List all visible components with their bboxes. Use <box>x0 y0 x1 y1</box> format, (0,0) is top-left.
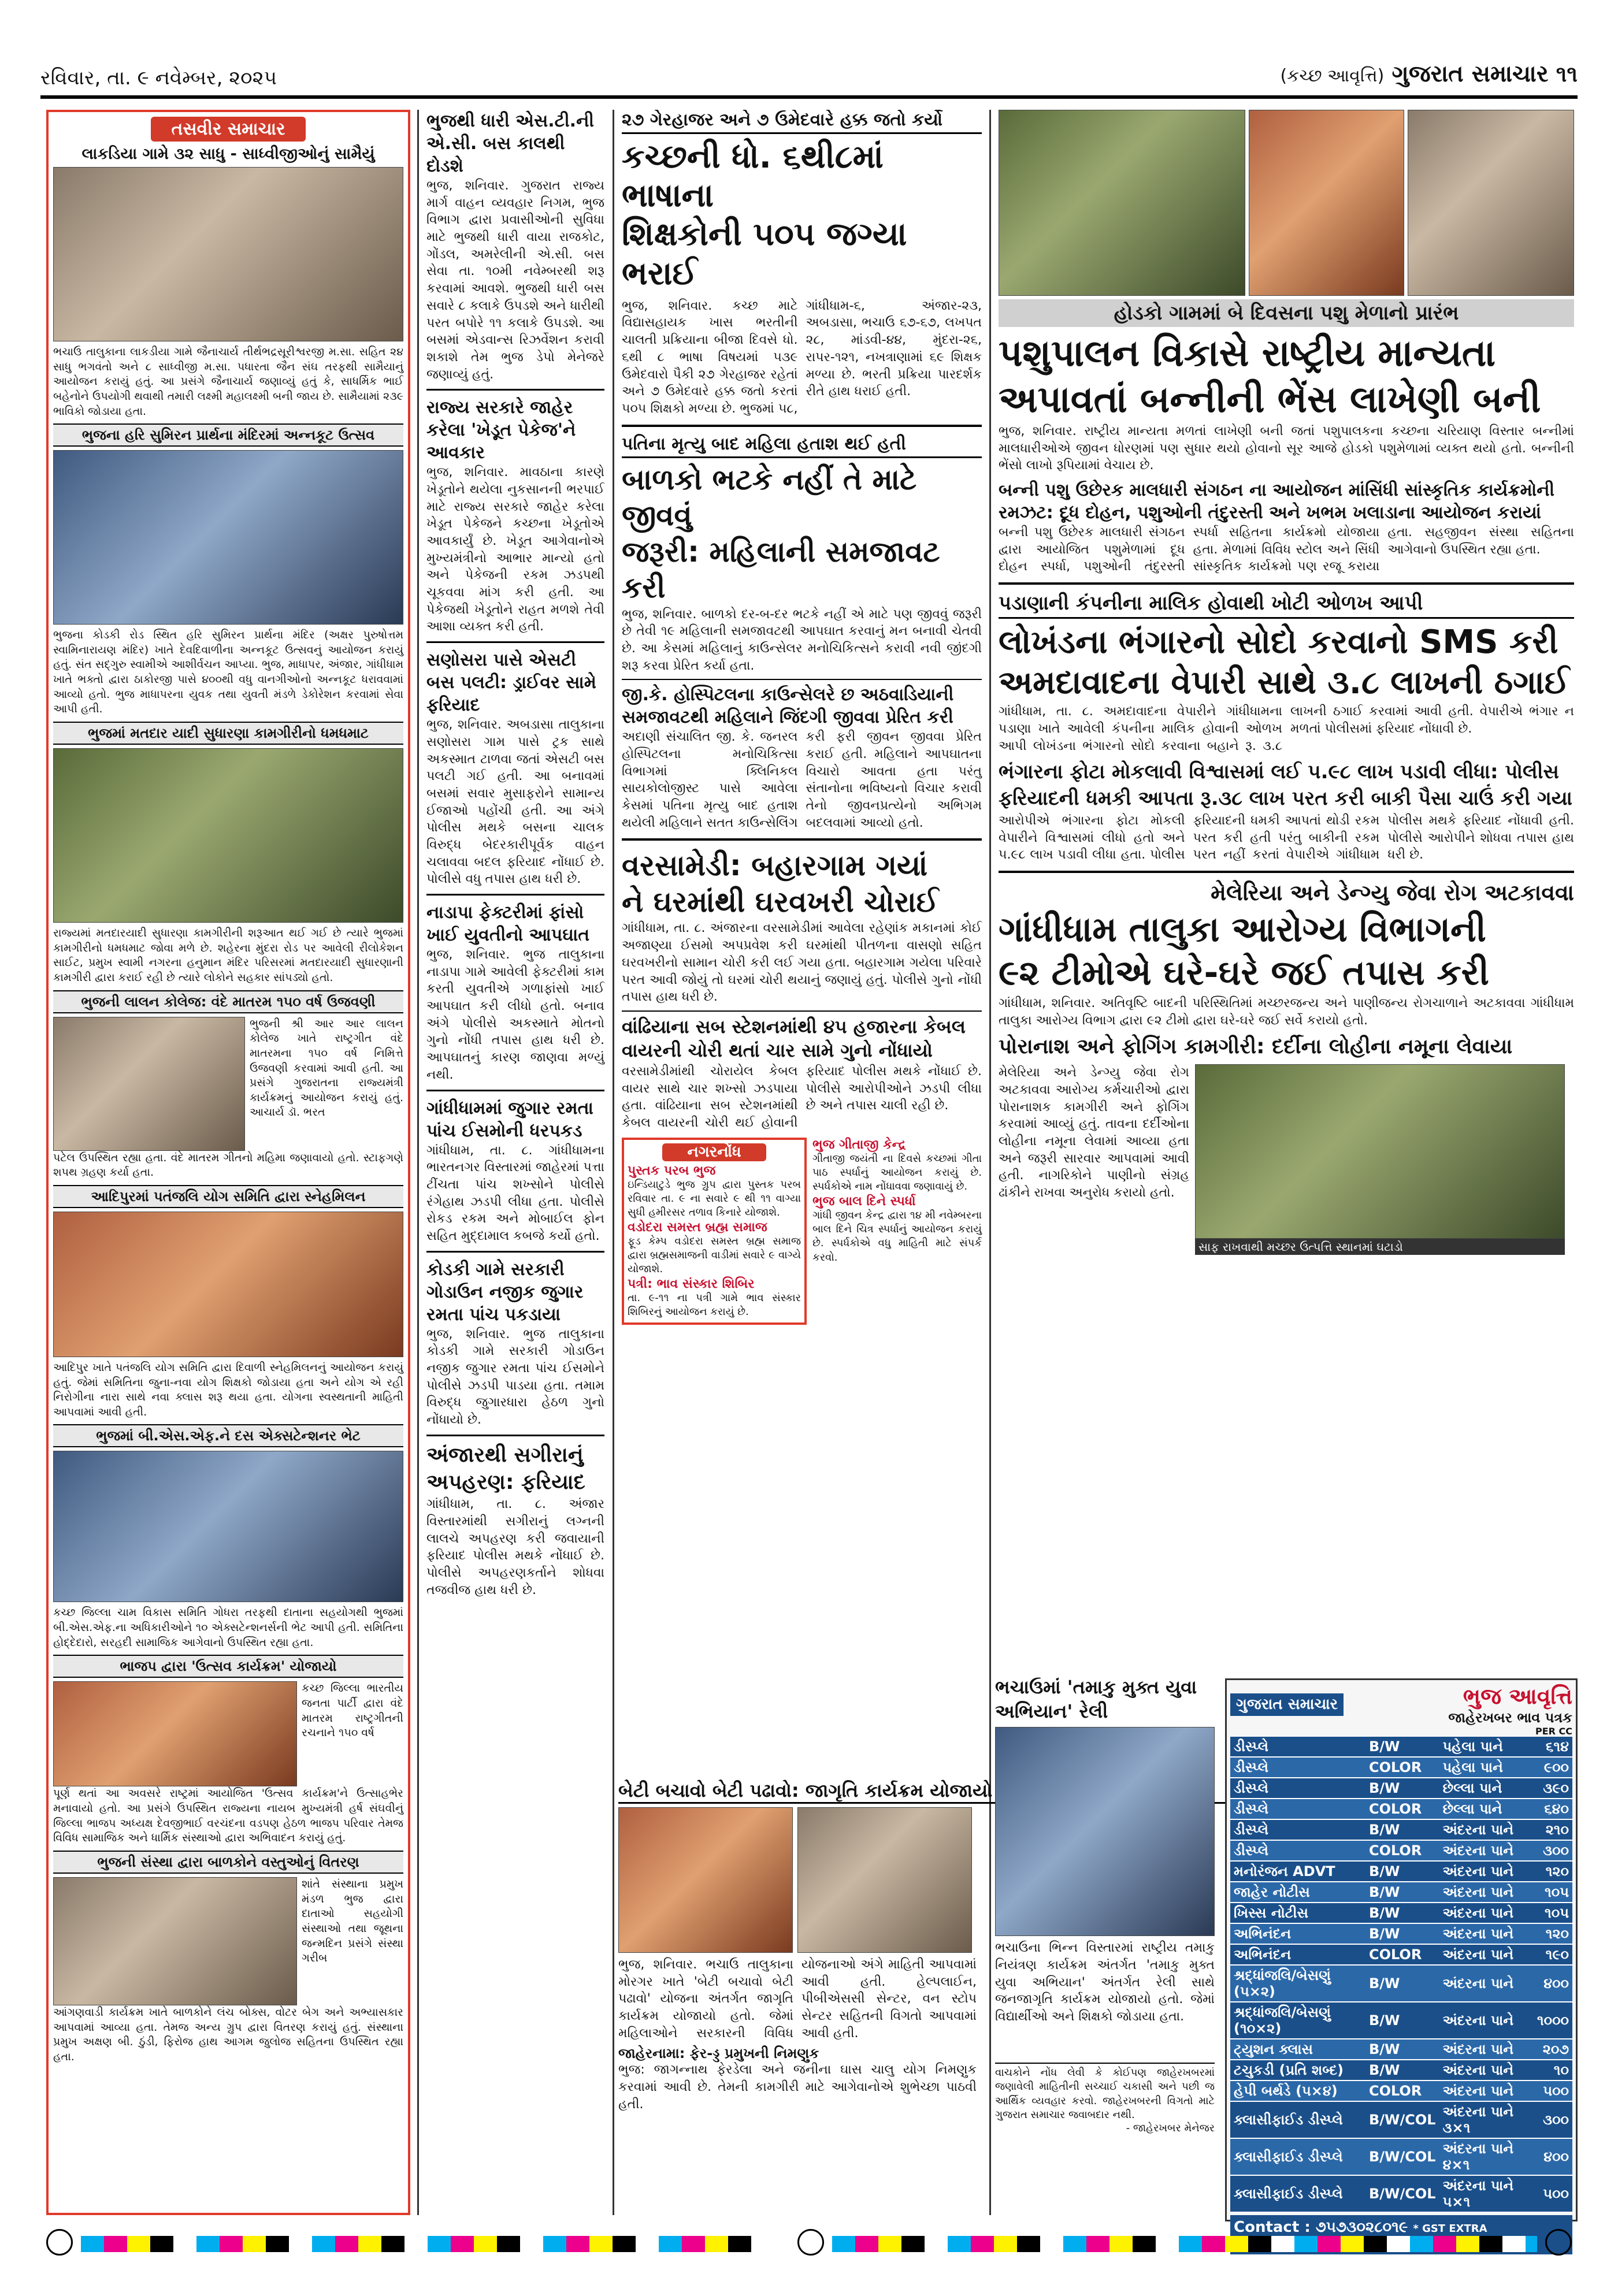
briefs-column <box>423 110 608 2215</box>
caption: ભુજની શ્રી આર આર લાલન કોલેજ ખાતે રાષ્ટ્રગીત વંદે માતરમના ૧૫૦ વર્ષ નિમિત્તે ઉજવણી કરવામાં આવી હતી. આ પ્રસંગે ગુજરાતના રાજ્યમંત્રી કાર્યક્રમનું આયોજન કરાયું હતું. આચાર્ય ડૉ. ભરત <box>250 1017 403 1119</box>
rate-category: ક્લાસીફાઈડ ડીસ્પ્લે <box>1230 2138 1365 2175</box>
rate-category: ક્લાસીફાઈડ ડીસ્પ્લે <box>1230 2101 1365 2138</box>
rate-category: હેપી બર્થડે (૫×૪) <box>1230 2080 1365 2101</box>
photo <box>53 1681 297 1786</box>
photo <box>797 1807 972 1953</box>
article-body: ભુજ, શનિવાર. કચ્છ માટે વિદ્યાસહાયક ખાસ ભરતીની ચાલતી પ્રક્રિયાના બીજા દિવસે ધો. ૬થી ૮ ભાષા વિષયમાં ૫૩૯ ઉમેદવારો પૈકી ૨૭ ગેરહાજર રહેતાં અને ૭ ઉમેદવારે હક્ક જતો કરતાં ૫૦૫ શિક્ષકો મળ્યા છે. ભુજમાં ૫૮, ગાંધીધામ-૬, અંજાર-૨૩, અબડાસા, ભચાઉ ૬૭-૬૭, લખપત ૨૮, માંડવી-૪૪, મુંદરા-૨૬, રાપર-૧૨૧, નખત્રાણામાં ૬૯ શિક્ષક મળ્યા છે. ભરતી પ્રક્રિયા પારદર્શક રીતે હાથ ધરાઈ હતી. <box>622 298 982 416</box>
rate-position: પહેલા પાને <box>1439 1757 1534 1778</box>
rate-position: છેલ્લા પાને <box>1439 1778 1534 1799</box>
rate-position: અંદરના પાને <box>1439 1923 1534 1944</box>
rate-category: ડીસ્પ્લે <box>1230 1778 1365 1799</box>
caption: કચ્છ જિલ્લા ચામ વિકાસ સમિતિ ગોધરા તરફથી દાતાના સહયોગથી ભુજમાં બી.એસ.એફ.ના અધિકારીઓને ૧૦ એક્સટેન્શનર્સની ભેટ આપી હતી. સમિતિના હોદ્દેદારો, સરહદી સામાજિક આગેવાનો ઉપસ્થિત રહ્યા હતા. <box>53 1606 403 1649</box>
caption: ભચાઉ તાલુકાના લાકડીયા ગામે જૈનાચાર્ય તીર્થભદ્રસૂરીશ્વરજી મ.સા. સહિત ૨૪ સાધુ ભગવંતો અને ૮ સાધ્વીજી મ.સા. પધારતા જૈન સંઘ તરફથી સામૈયાનું આયોજન કરાયું હતું. આ પ્રસંગે જૈનાચાર્ય જણાવ્યું હતું કે, સાધર્મિક ભાઈ બહેનોને ઉપયોગી થવાથી તમારી લક્ષ્મી મહાલક્ષ્મી બની જાય છે. સામૈયામાં ૨૩૯ ભાવિકો જોડાયા હતા. <box>53 345 403 418</box>
article-body: ભુજ, શનિવાર. ગુજરાત રાજ્ય માર્ગ વાહન વ્યવહાર નિગમ, ભુજ વિભાગ દ્વારા પ્રવાસીઓની સુવિધા માટે ભુજથી ધારી વાયા રાજકોટ, ગોંડલ, અમરેલીની એ.સી. બસ સેવા તા. ૧૦મી નવેમ્બરથી શરૂ કરવામાં આવશે. ભુજથી ધારી બસ સવારે ૮ કલાકે ઉપડશે અને ધારીથી પરત બપોરે ૧૧ કલાકે ઉપડશે. આ બસમાં એડવાન્સ રિઝર્વેશન કરાવી શકાશે તેમ ભુજ ડેપો મેનેજરે જણાવ્યું હતું. <box>426 179 604 382</box>
rate-position: અંદરના પાને ૩×૧ <box>1439 2101 1534 2138</box>
caption: સાફ રાખવાથી મચ્છર ઉત્પત્તિ સ્થાનમાં ઘટાડો <box>1195 1239 1565 1255</box>
rate-position: અંદરના પાને <box>1439 1944 1534 1965</box>
rate-color: COLOR <box>1365 2080 1439 2101</box>
headline: અંજારથી સગીરાનું અપહરણ: ફરિયાદ <box>426 1443 585 1494</box>
rate-price: ૬૪૦ <box>1534 1799 1572 1819</box>
contact-label: Contact : <box>1234 2219 1311 2236</box>
rate-color: B/W <box>1365 1882 1439 1903</box>
rate-price: ૩૦૦ <box>1534 1840 1572 1861</box>
rate-category: ટચુકડી (પ્રતિ શબ્દ) <box>1230 2060 1365 2080</box>
rate-row <box>1230 2039 1572 2060</box>
rate-price: ૨૦૭ <box>1534 2039 1572 2060</box>
rate-card-paper: ગુજરાત સમાચાર <box>1230 1693 1344 1716</box>
rate-category: ડીસ્પ્લે <box>1230 1737 1365 1757</box>
headline: શિક્ષકોની ૫૦૫ જગ્યા ભરાઈ <box>622 216 907 292</box>
caption: પટેલ ઉપસ્થિત રહ્યા હતા. વંદે માતરમ ગીતનો મહિમા જણાવાયો હતો. સ્ટાફગણે શપથ ગ્રહણ કર્યા હતા. <box>53 1151 403 1179</box>
photo <box>53 1017 245 1151</box>
headline: જી.કે. હોસ્પિટલના કાઉન્સેલરે છ અઠવાડિયાની સમજાવટથી મહિલાને જિંદગી જીવવા પ્રેરિત કરી <box>622 679 982 729</box>
rate-color: B/W <box>1365 1923 1439 1944</box>
rate-price: ૯૦૦ <box>1534 1757 1572 1778</box>
rate-position: અંદરના પાને <box>1439 1819 1534 1840</box>
header-edition: (કચ્છ આવૃત્તિ) <box>1280 66 1385 86</box>
rate-position: પહેલા પાને <box>1439 1737 1534 1757</box>
rate-row <box>1230 1819 1572 1840</box>
rate-category: ખિસ્સ નોટીસ <box>1230 1903 1365 1923</box>
headline: આદિપુરમાં પતંજલિ યોગ સમિતિ દ્વારા સ્નેહમિલન <box>53 1185 403 1208</box>
article-body: આરોપીએ ભંગારના ફોટા મોકલી વેપારીને વિશ્વાસમાં લીધો હતો અને ૫.૯૮ લાખ પડાવી લીધા હતા. પોલીસ ફરિયાદની ધમકી આપતાં થોડી રકમ પરત કરી હતી પરંતુ બાકીની રકમ પરત નહીં કરતાં વેપારીએ ગાંધીધામ પોલીસ મથકે ફરિયાદ નોંધાવી હતી. પોલીસે આરોપીને શોધવા તપાસ હાથ ધરી છે. <box>999 813 1574 863</box>
article-body: ભુજ: જાગન્નાથ ફેરડેલા અને જનીના ઘાસ ચાલુ યોગ નિમણુક કરવામાં આવી છે. તેમની કામગીરી માટે આગેવાનોએ શુભેચ્છા પાઠવી હતી. <box>618 2063 977 2112</box>
article-body: ભુજ, શનિવાર. રાષ્ટ્રીય માન્યતા મળતાં લાખેણી બની જતાં પશુપાલકના કચ્છના ચરિયાણ વિસ્તાર બન્નીમાં માલધારીઓએ જીવન ધોરણમાં પણ સુધાર થયો હોવાનો સૂર આજે હોડકો પશુમેળામાં વ્યક્ત થયો હતો. બન્નીની ભેંસો લાખો રૂપિયામાં વેચાય છે. <box>999 424 1574 473</box>
rate-color: B/W <box>1365 2002 1439 2039</box>
rate-color: COLOR <box>1365 1840 1439 1861</box>
photo <box>1408 110 1574 296</box>
headline: ભંગારના ફોટા મોકલાવી વિશ્વાસમાં લઈ ૫.૯૮ લાખ પડાવી લીધા: પોલીસ ફરિયાદની ધમકી આપતા રૂ.૩૮ લાખ પરત કરી બાકી પૈસા ચાઉં કરી ગયા <box>999 760 1572 811</box>
rate-color: B/W <box>1365 1737 1439 1757</box>
ad-rate-card <box>1225 1678 1578 2236</box>
rate-price: ૧૦૫ <box>1534 1903 1572 1923</box>
header-masthead <box>1280 61 1578 87</box>
notice-body: ફૂડ કેમ્પ વડોદરા સમસ્ત બ્રહ્મ સમાજ દ્વારા બ્રહ્મસમાજની વાડીમાં સવારે ૯ વાગ્યે યોજાશે. <box>628 1235 801 1276</box>
article-body: ગાંધીધામ, શનિવાર. અતિવૃષ્ટિ બાદની પરિસ્થિતિમાં મચ્છરજન્ય અને પાણીજન્ય રોગચાળાને અટકાવવા ગાંધીધામ તાલુકા આરોગ્ય વિભાગ દ્વારા ૯૨ ટીમો દ્વારા ઘરે-ઘરે જઈ સર્વે કરાયો હતો. <box>999 996 1574 1028</box>
rate-position: અંદરના પાને <box>1439 2039 1534 2060</box>
headline: વરસામેડી: બહારગામ ગયાં <box>622 849 928 883</box>
color-bar <box>832 2236 1537 2252</box>
rate-row <box>1230 2080 1572 2101</box>
notice-title: પુસ્તક પરબ ભુજ <box>628 1163 716 1178</box>
headline: લાકડિયા ગામે ૩૨ સાધુ - સાધ્વીજીઓનું સામૈયું <box>81 145 375 163</box>
headline: કચ્છની ધો. ૬થી૮માં ભાષાના <box>622 138 884 215</box>
contact-phone: ૭૫૭૩૦૨૮૦૧૯ <box>1315 2219 1408 2236</box>
rate-color: COLOR <box>1365 1799 1439 1819</box>
rate-category: અભિનંદન <box>1230 1923 1365 1944</box>
rate-price: ૩૦૦ <box>1534 2101 1572 2138</box>
headline: ૯૨ ટીમોએ ઘરે-ઘરે જઈ તપાસ કરી <box>999 953 1489 994</box>
headline: વાંઢિયાના સબ સ્ટેશનમાંથી ૪૫ હજારના કેબલ વાયરની ચોરી થતાં ચાર સામે ગુનો નોંધાયો <box>622 1010 982 1063</box>
notice-body: ઇન્ડિયાટુડે ભુજ ગ્રુપ દ્વારા પુસ્તક પરબ રવિવાર તા. ૯ ના સવારે ૯ થી ૧૧ વાગ્યા સુધી હમીરસર તળાવ કિનારે યોજાશે. <box>628 1178 801 1219</box>
headline: ભુજની સંસ્થા દ્વારા બાળકોને વસ્તુઓનું વિતરણ <box>53 1851 403 1874</box>
header-paper: ગુજરાત સમાચાર <box>1391 61 1549 87</box>
rate-row <box>1230 1757 1572 1778</box>
rate-color: B/W <box>1365 1819 1439 1840</box>
rate-category: શ્રદ્ધાંજલિ/બેસણું (૫×૨) <box>1230 1965 1365 2002</box>
photo-news-column <box>46 110 410 2215</box>
headline: બેટી બચાવો બેટી પઢાવો: જાગૃતિ કાર્યક્રમ યોજાયો <box>618 1779 1306 1804</box>
rate-position: અંદરના પાને <box>1439 2060 1534 2080</box>
kicker: પડાણાની કંપનીના માલિક હોવાથી ખોટી ઓળખ આપી <box>999 592 1574 619</box>
article-body: ગાંધીધામ, તા. ૮. અમદાવાદના વેપારીને ગાંધીધામના પડાણા ખાતે આવેલી કંપનીના માલિક હોવાની ઓળખ આપી લોખંડના ભંગારનો સોદો કરવાના બહાને રૂ. ૩.૮ લાખની ઠગાઈ કરવામાં આવી હતી. વેપારીએ ભંગાર ન મળતાં પોલીસમાં ફરિયાદ નોંધાવી છે. <box>999 704 1574 753</box>
rate-category: ડીસ્પ્લે <box>1230 1840 1365 1861</box>
rate-color: B/W/COL <box>1365 2175 1439 2212</box>
article-body: ભુજ, શનિવાર. ભુજ તાલુકાના નાડાપા ગામે આવેલી ફેક્ટરીમાં કામ કરતી યુવતીએ ગળાફાંસો ખાઈ આપઘાત કરી લીધો હતો. બનાવ અંગે પોલીસે અકસ્માતે મોતનો ગુનો નોંધી તપાસ હાથ ધરી છે. આપઘાતનું કારણ જાણવા મળ્યું નથી. <box>426 948 604 1082</box>
rate-price: ૨૧૦ <box>1534 1819 1572 1840</box>
headline: ગાંધીધામ તાલુકા આરોગ્ય વિભાગની <box>999 909 1486 950</box>
headline: અમદાવાદના વેપારી સાથે ૩.૮ લાખની ઠગાઈ <box>999 664 1570 702</box>
rate-position: અંદરના પાને <box>1439 1840 1534 1861</box>
header-date: રવિવાર, તા. ૯ નવેમ્બર, ૨૦૨૫ <box>40 66 277 90</box>
rate-row <box>1230 2138 1572 2175</box>
rate-color: B/W <box>1365 2039 1439 2060</box>
rate-price: ૧૦૫ <box>1534 1882 1572 1903</box>
rate-price: ૧૦ <box>1534 2060 1572 2080</box>
registration-mark <box>46 2229 73 2256</box>
rate-color: B/W/COL <box>1365 2101 1439 2138</box>
photo <box>999 110 1245 296</box>
rate-row <box>1230 1799 1572 1819</box>
rate-position: અંદરના પાને <box>1439 1903 1534 1923</box>
rate-price: ૫૦૦ <box>1534 2175 1572 2212</box>
rate-row <box>1230 2175 1572 2212</box>
rate-position: છેલ્લા પાને <box>1439 1799 1534 1819</box>
headline: પોરાનાશ અને ફોગિંગ કામગીરી: દર્દીના લોહીના નમૂના લેવાયા <box>999 1035 1513 1059</box>
section-tag: તસવીર સમાચાર <box>151 117 306 142</box>
rate-price: ૪૦૦ <box>1534 1965 1572 2002</box>
headline: ભુજમાં મતદાર યાદી સુધારણા કામગીરીનો ધમધમાટ <box>53 722 403 745</box>
notice-title: પત્રી: ભાવ સંસ્કાર શિબિર <box>628 1276 755 1291</box>
notice-text: વાચકોને નોંધ લેવી કે કોઈપણ જાહેરખબરમાં જણાવેલી માહિતીની સચ્ચાઈ ચકાસી અને પછી જ આર્થિક વ્યવહાર કરવો. જાહેરખબરની વિગતો માટે ગુજરાત સમાચાર જવાબદાર નથી. <box>995 2063 1215 2122</box>
gst-note: * GST EXTRA <box>1413 2223 1487 2235</box>
article-body: ભુજ, શનિવાર. માવઠાના કારણે ખેડૂતોને થયેલા નુકસાનની ભરપાઈ માટે રાજ્ય સરકારે જાહેર કરેલા ખેડૂત પેકેજને કચ્છના ખેડૂતોએ આવકાર્યું છે. ખેડૂત આગેવાનોએ મુખ્યમંત્રીનો આભાર માન્યો હતો અને પેકેજની રકમ ઝડપથી ચૂકવવા માંગ કરી હતી. આ પેકેજથી ખેડૂતોને રાહત મળશે તેવી આશા વ્યક્ત કરી હતી. <box>426 465 604 634</box>
headline: બાળકો ભટકે નહીં તે માટે જીવવું <box>622 462 917 533</box>
rate-position: અંદરના પાને ૪×૧ <box>1439 2138 1534 2175</box>
nagarnondh-box <box>622 1138 807 1325</box>
headline: ભુજની લાલન કોલેજ: વંદે માતરમ ૧૫૦ વર્ષ ઉજવણી <box>53 990 403 1013</box>
rate-price: ૧૨૦ <box>1534 1923 1572 1944</box>
section-tag: નગરનોંધ <box>662 1143 766 1161</box>
rate-position: અંદરના પાને <box>1439 1965 1534 2002</box>
rate-category: અભિનંદન <box>1230 1944 1365 1965</box>
notice-body: તા. ૯-૧૧ ના પત્રી ગામે ભાવ સંસ્કાર શિબિરનું આયોજન કરાયું છે. <box>628 1291 801 1318</box>
rate-color: B/W <box>1365 1861 1439 1882</box>
rate-color: B/W <box>1365 1903 1439 1923</box>
rate-row <box>1230 1965 1572 2002</box>
caption: કચ્છ જિલ્લા ભારતીય જનતા પાર્ટી દ્વારા વંદે માતરમ રાષ્ટ્રગીતની રચનાને ૧૫૦ વર્ષ <box>302 1682 403 1740</box>
photo <box>1249 110 1404 296</box>
rate-price: ૪૦૦ <box>1534 2138 1572 2175</box>
kicker: પતિના મૃત્યુ બાદ મહિલા હતાશ થઈ હતી <box>622 434 982 458</box>
headline: કોડકી ગામે સરકારી ગોડાઉન નજીક જુગાર રમતા પાંચ પકડાયા <box>426 1259 584 1325</box>
rate-category: ડીસ્પ્લે <box>1230 1799 1365 1819</box>
headline: રાજ્ય સરકારે જાહેર કરેલા 'ખેડૂત પેકેજ'ને આવકાર <box>426 397 576 463</box>
rate-row <box>1230 1923 1572 1944</box>
rate-price: ૧૦૦૦ <box>1534 2002 1572 2039</box>
photo <box>53 748 403 923</box>
notice-title: ભુજ ગીતાજી કેન્દ્ર <box>812 1137 906 1152</box>
notice-signature: - જાહેરખબર મેનેજર <box>1126 2122 1215 2135</box>
headline: સણોસરા પાસે એસટી બસ પલટી: ડ્રાઈવર સામે ફરિયાદ <box>426 650 596 716</box>
rate-row <box>1230 1903 1572 1923</box>
headline: લોખંડના ભંગારનો સોદો કરવાનો SMS કરી <box>999 623 1558 662</box>
rate-price: ૩૯૦ <box>1534 1778 1572 1799</box>
kicker: ૨૭ ગેરહાજર અને ૭ ઉમેદવારે હક્ક જતો કર્યો <box>622 110 982 134</box>
rate-row <box>1230 1944 1572 1965</box>
rate-category: ટ્યુશન ક્લાસ <box>1230 2039 1365 2060</box>
rate-card-title: ભુજ આવૃત્તિ <box>1463 1684 1572 1709</box>
article-body: ગાંધીધામ, તા. ૮. અંજારના વરસામેડીમાં આવેલા રહેણાંક મકાનમાં કોઈ અજાણ્યા ઈસમો અપપ્રવેશ કરી ઘરમાંથી પીતળના વાસણો સહિત ઘરવખરીનો સામાન ચોરી કરી લઈ ગયા હતા. બહારગામ ગયેલા પરિવારે પરત આવી જોયું તો ઘરમાં ચોરી થયાનું જણાયું હતું. પોલીસે ગુનો નોંધી તપાસ હાથ ધરી છે. <box>622 921 982 1005</box>
article-body: ગાંધીધામ, તા. ૮. ગાંધીધામના ભારતનગર વિસ્તારમાં જાહેરમાં પત્તા ટીંચતા પાંચ શખ્સોને પોલીસે રંગેહાથ ઝડપી લીધા હતા. પોલીસે રોકડ રકમ અને મોબાઈલ ફોન સહિત મુદ્દામાલ કબજે કર્યો હતો. <box>426 1143 604 1243</box>
caption: આદિપુર ખાતે પતંજલિ યોગ સમિતિ દ્વારા દિવાળી સ્નેહમિલનનું આયોજન કરાયું હતું. જેમાં સમિતિના જુના-નવા યોગ શિક્ષકો જોડાયા હતા અને યોગ એ રહી નિરોગીના નારા સાથે નવા ક્લાસ શરૂ થયા હતા. યોગના સ્વસ્થતાની માહિતી આપવામાં આવી હતી. <box>53 1361 403 1418</box>
headline: નાડાપા ફેક્ટરીમાં ફાંસો ખાઈ યુવતીનો આપઘાત <box>426 902 590 945</box>
rate-row <box>1230 1861 1572 1882</box>
rate-position: અંદરના પાને <box>1439 1882 1534 1903</box>
rate-color: B/W <box>1365 1778 1439 1799</box>
column-rule <box>417 110 419 2215</box>
photo <box>995 1727 1215 1936</box>
header-rule <box>40 95 1578 99</box>
headline: જાહેરનામા: ફેર-ડ્ડ પ્રમુખની નિમણુક <box>618 2045 819 2062</box>
rate-category: શ્રદ્ધાંજલિ/બેસણું (૧૦×૨) <box>1230 2002 1365 2039</box>
rate-price: ૫૦૦ <box>1534 2080 1572 2101</box>
headline: ભુજના હરિ સુમિરન પ્રાર્થના મંદિરમાં અન્નકૂટ ઉત્સવ <box>53 423 403 447</box>
photo <box>53 1877 297 2005</box>
photo <box>618 1807 793 1953</box>
rate-color: B/W/COL <box>1365 2138 1439 2175</box>
rate-row <box>1230 2060 1572 2080</box>
notice-title: વડોદરા સમસ્ત બ્રહ્મ સમાજ <box>628 1220 767 1235</box>
article-body: ભુજ, શનિવાર. ભચાઉ તાલુકાના મોરગર ખાતે 'બેટી બચાવો બેટી પઢાવો' યોજના અંતર્ગત જાગૃતિ કાર્યક્રમ યોજાયો હતો. જેમાં મહિલાઓને સરકારની વિવિધ યોજનાઓ અંગે માહિતી આપવામાં આવી હતી. હેલ્પલાઈન, પીબીએસસી સેન્ટર, વન સ્ટોપ સેન્ટર સહિતની વિગતો આપવામાં આવી હતી. <box>618 1957 977 2041</box>
rate-position: અંદરના પાને <box>1439 2002 1534 2039</box>
header-page-number: ૧૧ <box>1556 61 1578 87</box>
headline: બન્ની પશુ ઉછેરક માલધારી સંગઠન ના આયોજન માંસિંધી સાંસ્કૃતિક કાર્યક્રમોની રમઝટ: દૂધ દોહન, પશુઓની તંદુરસ્તી અને ખભમ ખલાડાના આયોજન કરાયાં <box>999 480 1555 523</box>
rate-row <box>1230 1840 1572 1861</box>
rate-row <box>1230 2101 1572 2138</box>
caption: આંગણવાડી કાર્યક્રમ ખાતે બાળકોને લંચ બોક્સ, વોટર બેગ અને અભ્યાસકાર આપવામાં આવ્યા હતા. તેમજ અન્ય ગ્રુપ દ્વારા વિતરણ કરાયું હતું. સંસ્થાના પ્રમુખ અક્ષણ બી. ઠુંડી, ફિરોજ હાથ આગમ જુલોજ સહિતના ઉપસ્થિત રહ્યા હતા. <box>53 2005 403 2063</box>
headline: ભાજપ દ્વારા 'ઉત્સવ કાર્યક્રમ' યોજાયો <box>53 1655 403 1678</box>
rate-position: અંદરના પાને ૫×૧ <box>1439 2175 1534 2212</box>
caption: પૂર્ણ થતાં આ અવસરે રાષ્ટ્રમાં આયોજિત 'ઉત્સવ કાર્યક્રમ'ને ઉત્સાહભેર મનાવાયો હતો. આ પ્રસંગે ઉપસ્થિત રાજ્યના નાયબ મુખ્યમંત્રી હર્ષ સંઘવીનું જિલ્લા ભાજપ અધ્યક્ષ દેવજીભાઈ વરચંદના વડપણ હેઠળ ભાજપ પરિવાર તેમજ વિવિધ સામાજિક અને ધાર્મિક સંસ્થાઓ દ્વારા અભિવાદન કરાયું હતું. <box>53 1787 403 1845</box>
rate-position: અંદરના પાને <box>1439 2080 1534 2101</box>
photo <box>53 450 403 625</box>
rate-price: ૧૯૦ <box>1534 1944 1572 1965</box>
article-body: ભુજ, શનિવાર. ભુજ તાલુકાના કોડકી ગામે સરકારી ગોડાઉન નજીક જુગાર રમતા પાંચ ઈસમોને પોલીસે ઝડપી પાડયા હતા. તમામ વિરુદ્ધ જુગારધારા હેઠળ ગુનો નોંધાયો છે. <box>426 1327 604 1428</box>
headline: પશુપાલન વિકાસે રાષ્ટ્રીય માન્યતા <box>999 332 1495 375</box>
article-body: મેલેરિયા અને ડેન્ગ્યુ જેવા રોગ અટકાવવા આરોગ્ય કર્મચારીઓ દ્વારા પોરાનાશક કામગીરી અને ફોગિંગ કરવામાં આવ્યું હતું. તાવના દર્દીઓના લોહીના નમૂના લેવામાં આવ્યા હતા અને જરૂરી સારવાર આપવામાં આવી હતી. નાગરિકોને પાણીનો સંગ્રહ ઢાંકીને રાખવા અનુરોધ કરાયો હતો. <box>999 1065 1189 1201</box>
headline: ભચાઉમાં 'તમાકુ મુક્ત યુવા અભિયાન' રેલી <box>995 1676 1197 1722</box>
headline: ભુજમાં બી.એસ.એફ.ને દસ એક્સટેન્શનર ભેટ <box>53 1424 403 1447</box>
rate-category: મનોરંજન ADVT <box>1230 1861 1365 1882</box>
rate-row <box>1230 1737 1572 1757</box>
rate-unit: PER CC <box>1535 1726 1572 1737</box>
rate-category: જાહેર નોટીસ <box>1230 1882 1365 1903</box>
caption: રાજ્યમાં મતદારયાદી સુધારણા કામગીરીની શરૂઆત થઈ ગઈ છે ત્યારે ભુજમાં કામગીરીનો ધમધમાટ જોવા મળે છે. શહેરના મુંદરા રોડ પર આવેલી રીલોકેશન સાઈટ, પ્રમુખ સ્વામી નગરના હનુમાન મંદિર પરિસરમાં મતદારયાદી સુધારણાની કામગીરી દ્વારા કરાઈ રહી છે ત્યારે લોકોને સહકાર સાંપડ્યો હતો. <box>53 927 403 984</box>
rate-category: ડીસ્પ્લે <box>1230 1819 1365 1840</box>
kicker: મેલેરિયા અને ડેન્ગ્યુ જેવા રોગ અટકાવવા <box>1211 880 1574 906</box>
rate-color: B/W <box>1365 2060 1439 2080</box>
rate-category: ડીસ્પ્લે <box>1230 1757 1365 1778</box>
rate-color: B/W <box>1365 1965 1439 2002</box>
article-body: બન્ની પશુ ઉછેરક માલધારી સંગઠન દ્વારા આયોજિત પશુમેળામાં દૂધ દોહન સ્પર્ધા, પશુઓની તંદુરસ્તી સ્પર્ધા સહિતના કાર્યક્રમો યોજાયા હતા. મેળામાં વિવિધ સ્ટોલ અને સિંધી સાંસ્કૃતિક કાર્યક્રમો પણ રજૂ કરાયા હતા. સહજીવન સંસ્થા સહિતના આગેવાનો ઉપસ્થિત રહ્યા હતા. <box>999 525 1574 574</box>
notice-body: ગાંધી જીવન કેન્દ્ર દ્વારા ૧૪ મી નવેમ્બરના બાલ દિને ચિત્ર સ્પર્ધાનું આયોજન કરાયું છે. સ્પર્ધકોએ વધુ માહિતી માટે સંપર્ક કરવો. <box>812 1209 982 1264</box>
headline: જરૂરી: મહિલાની સમજાવટ કરી <box>622 534 940 605</box>
reader-notice <box>995 2063 1215 2134</box>
headline: અપાવતાં બન્નીની ભેંસ લાખેણી બની <box>999 378 1541 421</box>
rate-color: COLOR <box>1365 1944 1439 1965</box>
headline: ભુજથી ધારી એસ.ટી.ની એ.સી. બસ કાલથી દોડશે <box>426 111 595 176</box>
caption: ભુજના કોડકી રોડ સ્થિત હરિ સુમિરન પ્રાર્થના મંદિર (અક્ષર પુરુષોત્તમ સ્વામિનારાયણ મંદિર) ખાતે દેવદિવાળીના અન્નકૂટ ઉત્સવનું આયોજન કરાયું હતું. સંત સદ્ગુરુ સ્વામીએ આશીર્વચન આપ્યા. ભુજ, માધાપર, અંજાર, ગાંધીધામ ખાતે ભક્તો દ્વારા ઠાકોરજી પાસે ૪૦૦થી વધુ વાનગીઓનો અન્નકૂટ ધરાવવામાં આવ્યો હતો. ભુજ માધાપરના યુવક તથા યુવતી મંડળે ડેકોરેશન કરવામાં સેવા આપી હતી. <box>53 629 403 716</box>
rate-row <box>1230 1778 1572 1799</box>
photo <box>53 167 403 341</box>
rate-price: ૬૧૪ <box>1534 1737 1572 1757</box>
article-body: ભુજ, શનિવાર. અબડાસા તાલુકાના સણોસરા ગામ પાસે ટ્રક સાથે અકસ્માત ટાળવા જતાં એસટી બસ પલટી ગઈ હતી. આ બનાવમાં બસમાં સવાર મુસાફરોને સામાન્ય ઈજાઓ પહોંચી હતી. આ અંગે પોલીસ મથકે બસના ચાલક વિરુદ્ધ બેદરકારીપૂર્વક વાહન ચલાવવા બદલ ફરિયાદ નોંધાઈ છે. પોલીસે વધુ તપાસ હાથ ધરી છે. <box>426 718 604 887</box>
rate-price: ૧૨૦ <box>1534 1861 1572 1882</box>
article-body: વરસામેડીમાંથી ચોરાયેલ કેબલ વાયર સાથે ચાર શખ્સો ઝડપાયા હતા. વાંઢિયાના સબ સ્ટેશનમાંથી કેબલ વાયરની ચોરી થઈ હોવાની ફરિયાદ પોલીસ મથકે નોંધાઈ છે. પોલીસે આરોપીઓને ઝડપી લીધા છે અને તપાસ ચાલી રહી છે. <box>622 1064 982 1131</box>
registration-mark <box>797 2229 824 2256</box>
photo <box>53 1451 403 1602</box>
rate-row <box>1230 1882 1572 1903</box>
caption: શાંતે સંસ્થાના પ્રમુખ મંડળ ભુજ દ્વારા દાતાઓ સહયોગી સંસ્થાઓ તથા જૂથના જન્મદિન પ્રસંગે સંસ્થા ગરીબ <box>302 1877 403 1965</box>
article-body: ભચાઉના ભિન્ન વિસ્તારમાં રાષ્ટ્રીય તમાકુ નિયંત્રણ કાર્યક્રમ અંતર્ગત 'તમાકુ મુક્ત યુવા અભિયાન' અંતર્ગત રેલી સાથે જનજાગૃતિ કાર્યક્રમ યોજાયો હતો. જેમાં વિદ્યાર્થીઓ અને શિક્ષકો જોડાયા હતા. <box>995 1941 1215 2024</box>
registration-mark <box>1545 2229 1572 2256</box>
rate-color: COLOR <box>1365 1757 1439 1778</box>
notice-body: ગીતાજી જયંતી ના દિવસે કચ્છમાં ગીતા પાઠ સ્પર્ધાનું આયોજન કરાયું છે. સ્પર્ધકોએ નામ નોંધાવવા જણાવાયું છે. <box>812 1152 982 1193</box>
column-rule <box>613 110 614 2215</box>
article-body: અદાણી સંચાલિત જી. કે. જનરલ હોસ્પિટલના મનોચિકિત્સા વિભાગમાં ક્લિનિકલ સાયકોલોજીસ્ટ પાસે આવેલા કેસમાં પતિના મૃત્યુ બાદ હતાશ થયેલી મહિલાને સતત કાઉન્સેલિંગ કરી ફરી જીવન જીવવા પ્રેરિત કરાઈ હતી. મહિલાને આપઘાતના વિચારો આવતા હતા પરંતુ સંતાનોના ભવિષ્યનો વિચાર કરાવી તેનો જીવનપ્રત્યેનો અભિગમ બદલવામાં આવ્યો હતો. <box>622 730 982 830</box>
headline: ને ઘરમાંથી ઘરવખરી ચોરાઈ <box>622 885 939 919</box>
color-bar <box>81 2236 763 2252</box>
notice-title: ભુજ બાલ દિને સ્પર્ધા <box>812 1194 916 1209</box>
headline: ગાંધીધામમાં જુગાર રમતા પાંચ ઈસમોની ધરપકડ <box>426 1098 593 1141</box>
rate-card-subtitle: જાહેરખબર ભાવ પત્રક <box>1448 1710 1572 1726</box>
photo <box>53 1212 403 1357</box>
photo-headline: હોડકો ગામમાં બે દિવસના પશુ મેળાનો પ્રારંભ <box>999 299 1574 327</box>
rate-row <box>1230 2002 1572 2039</box>
rate-category: ક્લાસીફાઈડ ડીસ્પ્લે <box>1230 2175 1365 2212</box>
article-body: ગાંધીધામ, તા. ૮. અંજાર વિસ્તારમાંથી સગીરાનું લગ્નની લાલચે અપહરણ કરી જવાયાની ફરિયાદ પોલીસ મથકે નોંધાઈ છે. પોલીસે અપહરણકર્તાને શોધવા તજવીજ હાથ ધરી છે. <box>426 1497 604 1597</box>
rate-table <box>1230 1737 1572 2213</box>
article-body: ભુજ, શનિવાર. બાળકો દર-બ-દર ભટકે નહીં એ માટે પણ જીવવું જરૂરી છે તેવી ૧૯ મહિલાની સમજાવટથી આપઘાત કરવાનું મન બનાવી ચેતવી છે. આ કેસમાં મહિલાનું કાઉન્સેલર મનોચિકિત્સને કરાવી નવી જીંદગી શરૂ કરવા પ્રેરિત કર્યા હતા. <box>622 607 982 673</box>
photo <box>1195 1064 1565 1239</box>
rate-position: અંદરના પાને <box>1439 1861 1534 1882</box>
